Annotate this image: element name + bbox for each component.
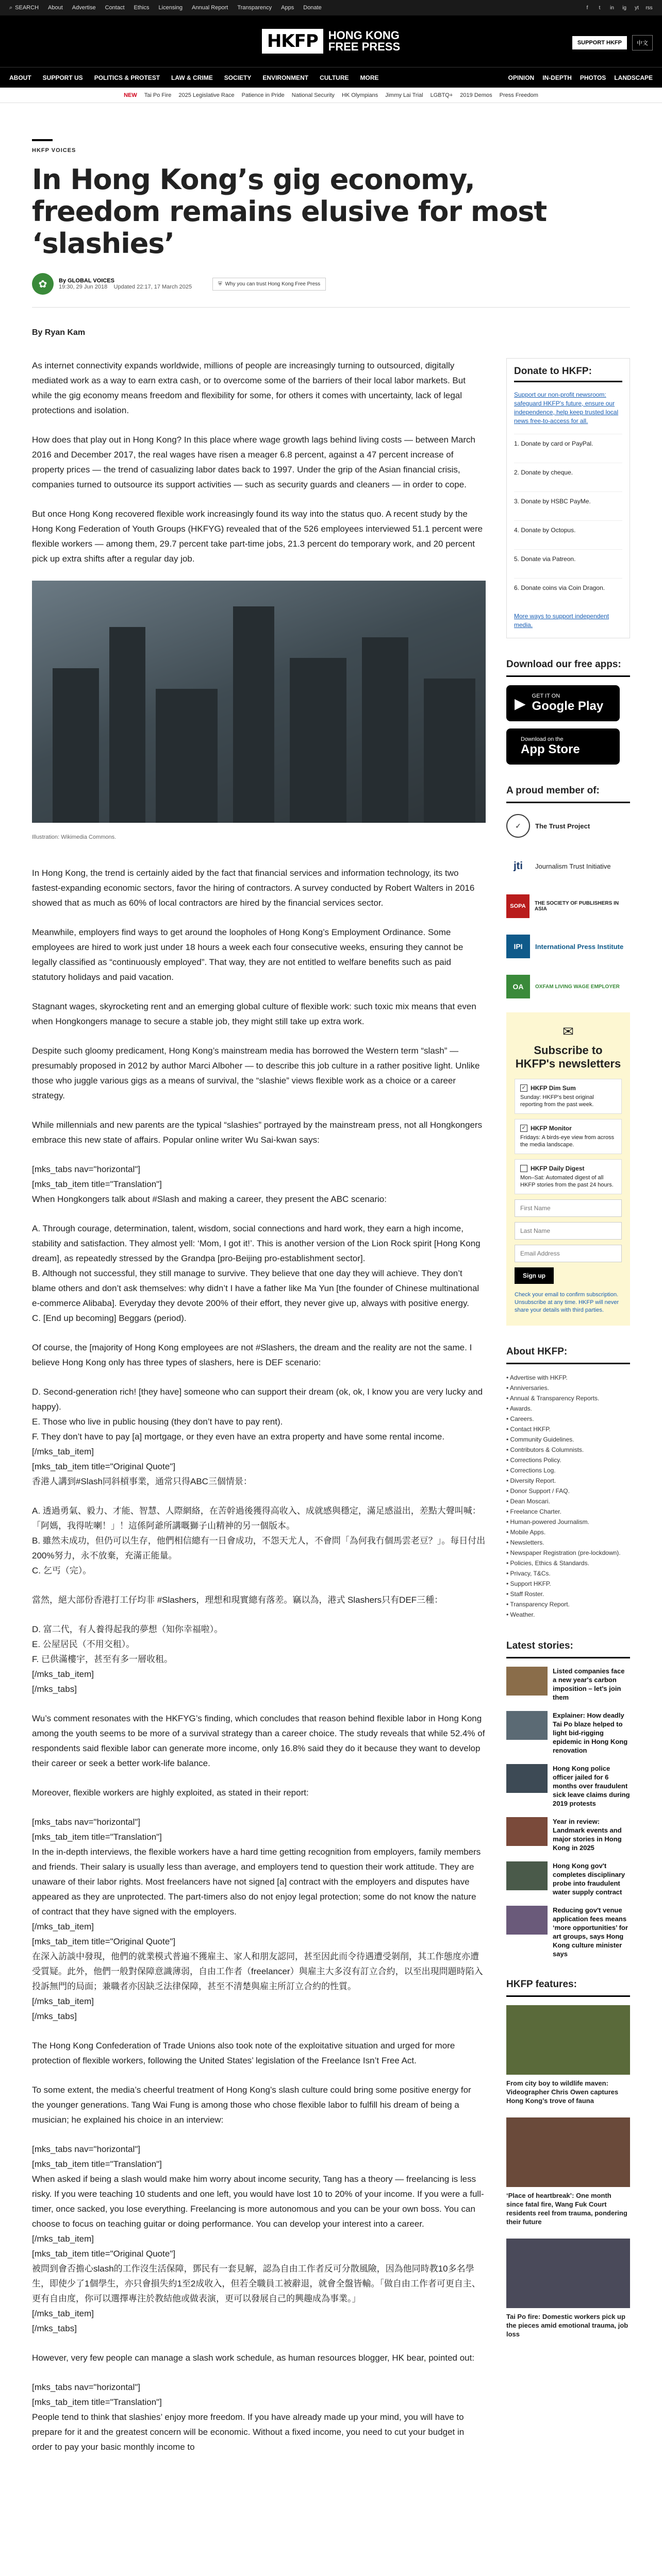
trust-project-icon: ✓ [506, 814, 530, 838]
content-columns [32, 358, 630, 2469]
latest-widget [506, 1640, 630, 1958]
donate-option-octopus[interactable]: 4. Donate by Octopus. [514, 520, 622, 549]
jti-icon: jti [514, 860, 523, 872]
story-thumbnail[interactable] [506, 1764, 548, 1793]
article-paragraph: But once Hong Kong recovered flexible work increasingly found its way into the status quo. A recent study by the Hong Kong Federation of Youth Groups (HKFYG) revealed that of the 526 employees interviewed 51.1 percent were flexible workers — among them, 29.7 percent take part-time jobs, 21.3 percent do temporary work, and 20 percent pick up extra shifts after a regular day job. [32, 509, 483, 564]
story-thumbnail[interactable] [506, 1711, 548, 1740]
article-body [32, 358, 486, 2469]
article-paragraph: A. Through courage, determination, talent, wisdom, social connections and hard work, they earn a high income, stability and satisfaction. They almost yell: ‘Mom, I got it!’. This is another version of the Lion Rock spirit [Hong Kong dream], as repeatedly stressed by the Grandpa [pro-Beijing pro-establishment sector]. B. Although not successful, they still manage to survive. They believe that one day they will achieve. They don’t blame others and don’t ask themselves: why didn’t I have a father like Ma Yun [the founder of Chinese multinational e-commerce Alibaba]. Everyday they devote 200% of their effort, they never give up, always with positive energy. C. [End up becoming] Beggars (period). [32, 1224, 481, 1323]
sopa-icon: SOPA [506, 894, 529, 918]
about-link[interactable]: • Donor Support / FAQ. [506, 1487, 570, 1495]
article-paragraph: [mks_tabs nav="horizontal"] [mks_tab_item title="Translation"] When asked if being a slash would make him worry about income security, Tang has a theory — freelancing is less risky. If you were teaching 10 students and one left, you would have lost 10 to 20% of your income. If you were a full-timer, once sacked, you lose everything. Freelancing is more autonomous and you can be your own boss. You can choose to focus on teaching guitar or doing performance. You can develop your interest into a career. [/mks_tab_item] [mks_tab_item title="Original Quote"] 被問到會否擔心slash的工作沒生活保障，鄧民有一套見解，認為自由工作者反可分散風險，因為他同時教10多名學生，即使少了1個學生，亦只會損失約1至2成收入，但若全職員工被辭退，就會全盤皆輸。「做自由工作者可更自主、更有自由度，你可以選擇專注於教結他或做表演，更可以發展自己的興趣成為事業。」 [/mks_tab_item] [/mks_tabs] [32, 2144, 484, 2333]
latest-list [506, 1667, 630, 1958]
utility-link-ethics[interactable]: Ethics [134, 5, 150, 11]
site-logo[interactable] [262, 29, 400, 54]
main-nav [0, 67, 662, 88]
ticker-item[interactable]: Jimmy Lai Trial [385, 92, 423, 98]
article-paragraph: [mks_tabs nav="horizontal"] [mks_tab_item title="Translation"] People tend to think that slashies’ enjoy more freedom. If you have already made up your mind, you will have to prepare for it and the greatest concern will be economic. Without a fixed income, you need to cut your budget in order to pay your basic monthly income to [32, 2382, 465, 2452]
youtube-icon[interactable]: yt [635, 5, 639, 11]
nav-politics[interactable]: POLITICS & PROTEST [94, 74, 160, 81]
shield-icon: ⛨ [218, 281, 222, 287]
ticker-item[interactable]: National Security [291, 92, 335, 98]
latest-story[interactable] [506, 1764, 630, 1808]
nav-more[interactable]: MORE [360, 74, 379, 81]
article-paragraph: While millennials and new parents are the typical “slashies” portrayed by the mainstream press, not all Hongkongers embrace this new state of affairs. Popular online writer Wu Sai-kwan says: [32, 1120, 483, 1145]
donate-option-patreon[interactable]: 5. Donate via Patreon. [514, 549, 622, 578]
ipi-icon: IPI [506, 935, 530, 958]
trust-button[interactable] [212, 278, 326, 291]
about-link[interactable]: • Freelance Charter. [506, 1508, 561, 1515]
last-name-field[interactable] [515, 1222, 622, 1240]
article-paragraph: Wu’s comment resonates with the HKFYG’s finding, which concludes that reason behind flexible labor in Hong Kong among the youth seems to be more of a survival strategy than a career choice. The study reveals that while 52.4% of respondents said flexible labor can generate more income, only 16.8% said they do it because they want to develop their career or seek a better work-life balance. [32, 1714, 485, 1768]
feature-title[interactable]: ‘Place of heartbreak’: One month since fatal fire, Wang Fuk Court residents reel from trauma, pondering their future [506, 2192, 627, 2226]
utility-link-contact[interactable]: Contact [105, 5, 125, 11]
about-link[interactable]: • Human-powered Journalism. [506, 1518, 589, 1526]
ticker-item[interactable]: LGBTQ+ [430, 92, 453, 98]
story-title[interactable]: Hong Kong police officer jailed for 6 months over fraudulent sick leave claims during 2019 protests [553, 1765, 630, 1807]
newsletter-option-monitor[interactable]: ✓ HKFP Monitor Fridays: A birds-eye view from across the media landscape. [515, 1119, 622, 1154]
linkedin-icon[interactable]: in [610, 5, 614, 11]
donate-widget [506, 358, 630, 638]
feature-title[interactable]: Tai Po fire: Domestic workers pick up the pieces amid emotional trauma, job loss [506, 2313, 628, 2338]
ticker-item[interactable]: Patience in Pride [241, 92, 285, 98]
newsletter-option-dim-sum[interactable]: ✓ HKFP Dim Sum Sunday: HKFP's best original reporting from the past week. [515, 1079, 622, 1114]
latest-story[interactable] [506, 1667, 630, 1702]
article-illustration [32, 581, 486, 823]
nav-support-us[interactable]: SUPPORT US [42, 74, 83, 81]
newsletter-option-daily-digest[interactable]: HKFP Daily Digest Mon–Sat: Automated digest of all HKFP stories from the past 24 hours. [515, 1159, 622, 1194]
about-list [506, 1372, 630, 1620]
utility-link-apps[interactable]: Apps [281, 5, 294, 11]
member-ipi[interactable]: IPI International Press Institute [506, 932, 630, 961]
member-oxfam[interactable]: OA OXFAM LIVING WAGE EMPLOYER [506, 972, 630, 1001]
article-paragraph: Despite such gloomy predicament, Hong Kong’s mainstream media has borrowed the Western term “slash” — presumably proposed in 2012 by author Marci Alboher — to describe this job culture in a rather positive light. Unlike those who juggle various gigs as a means of survival, the “slashie” views flexible work as a choice or a career strategy. [32, 1046, 480, 1100]
about-link[interactable]: • Newsletters. [506, 1539, 544, 1546]
ticker-item[interactable]: 2025 Legislative Race [178, 92, 235, 98]
utility-link-licensing[interactable]: Licensing [158, 5, 183, 11]
latest-story[interactable] [506, 1817, 630, 1852]
utility-search[interactable] [9, 5, 39, 11]
utility-link-donate[interactable]: Donate [303, 5, 322, 11]
utility-link-transparency[interactable]: Transparency [237, 5, 272, 11]
about-link[interactable]: • Privacy, T&Cs. [506, 1570, 551, 1577]
about-widget [506, 1346, 630, 1620]
checkbox-checked-icon[interactable]: ✓ [520, 1125, 527, 1132]
members-widget [506, 785, 630, 1001]
utility-search-label: SEARCH [15, 5, 39, 11]
newsletter-title: Subscribe to HKFP's newsletters [515, 1044, 621, 1070]
story-title[interactable]: Hong Kong gov't completes disciplinary probe into fraudulent water supply contract [553, 1862, 625, 1896]
about-link[interactable]: • Advertise with HKFP. [506, 1374, 568, 1381]
rss-icon[interactable]: rss [646, 5, 653, 11]
about-link[interactable]: • Anniversaries. [506, 1384, 549, 1392]
donate-more-link[interactable]: More ways to support independent media. [514, 613, 609, 629]
ticker-new-tag: NEW [124, 92, 137, 98]
donate-option-cheque[interactable]: 2. Donate by cheque. [514, 463, 622, 492]
article-paragraph: [mks_tabs nav="horizontal"] [mks_tab_item title="Translation"] In the in-depth interviews, the flexible workers have a hard time getting recognition from employers, family members and friends. Their salary is usually less than average, and employers tend to question their work attitude. They are unaware of their labor rights. Most freelancers have not signed [a] contract with the employers and disputes have appeared as they are unprotected. The part-timers also do not enjoy legal protection; some do not know the nature of contract that they have signed with the employers. [/mks_tab_item] [mks_tab_item title="Original Quote"] 在深入訪談中發現，他們的就業模式普遍不獲雇主、家人和朋友認同，甚至因此而令待遇遭受剝削，其工作態度亦遭受質疑。此外，他們一般對保障意識薄弱，自由工作者（freelancer）與雇主大多沒有訂立合約，以至出現問題時陷入投訴無門的局面；兼職者亦因缺乏法律保障，甚至不清楚與雇主所訂立合約的性質。 [/mks_tab_item] [/mks_tabs] [32, 1817, 483, 2021]
feature-story[interactable] [506, 2005, 630, 2105]
story-thumbnail[interactable] [506, 1667, 548, 1696]
facebook-icon[interactable]: f [586, 5, 588, 11]
story-thumbnail[interactable] [506, 1817, 548, 1846]
utility-link-advertise[interactable]: Advertise [72, 5, 96, 11]
twitter-icon[interactable]: t [599, 5, 601, 11]
ticker-item[interactable]: HK Olympians [341, 92, 378, 98]
checkbox-checked-icon[interactable]: ✓ [520, 1084, 527, 1092]
about-link[interactable]: • Support HKFP. [506, 1580, 551, 1587]
sidebar [506, 358, 630, 2469]
feature-story[interactable] [506, 2117, 630, 2226]
instagram-icon[interactable]: ig [622, 5, 626, 11]
utility-link-about[interactable]: About [48, 5, 63, 11]
article-paragraph: Moreover, flexible workers are highly exploited, as stated in their report: [32, 1788, 309, 1798]
divider [32, 307, 630, 308]
article-paragraph: A. 透過勇氣、毅力、才能、智慧、人際網絡，在苦幹過後獲得高收入、成就感與穩定，滿足感溢出，差點大聲叫喊：「阿媽，我得咗喇！」！這係阿爺所講嘅獅子山精神的另一個版本。 B. 雖然未成功，但仍可以生存，他們相信總有一日會成功，不怨天尤人，不會問「為何我冇個馬雲老豆？」。每日付出200%努力，永不放棄，充滿正能量。 C. 乞丐（完）。 [32, 1506, 486, 1575]
about-link[interactable]: • Community Guidelines. [506, 1436, 574, 1443]
email-field[interactable] [515, 1245, 622, 1262]
story-title[interactable]: Reducing gov't venue application fees means ‘more opportunities’ for art groups, says Hong Kong culture minister says [553, 1906, 628, 1958]
article-paragraph: 當然，絕大部份香港打工仔均非 #Slashers，理想和現實總有落差。竊以為，港式 Slashers只有DEF三種： [32, 1595, 443, 1605]
article-paragraph: How does that play out in Hong Kong? In this place where wage growth lags behind living costs — between March 2016 and December 2017, the real wages have risen a meager 6.8 percent, against a 47 percent increase of property prices — the trend of casualizing labor dates back to 1997. Under the grip of the Asian financial crisis, companies turned to outsource its support activities — such as security guards and cleaners — in order to cope. [32, 435, 475, 489]
about-link[interactable]: • Corrections Policy. [506, 1456, 561, 1464]
article-paragraph: Meanwhile, employers find ways to get around the loopholes of Hong Kong’s Employment Ordinance. Some employees are hired to work just under 18 hours a week each four consecutive weeks, ensuring they cannot be legally classified as “continuously employed”. That way, they are not entitled to welfare benefits such as paid statutory holidays and paid vacation. [32, 927, 464, 982]
byline-date: 19:30, 29 Jun 2018 [59, 284, 108, 290]
nav-environment[interactable]: ENVIRONMENT [262, 74, 309, 81]
features-widget [506, 1979, 630, 2338]
latest-story[interactable] [506, 1711, 630, 1755]
donate-option-coin[interactable]: 6. Donate coins via Coin Dragon. [514, 578, 622, 607]
feature-thumbnail[interactable] [506, 2005, 630, 2075]
story-title[interactable]: Listed companies face a new year's carbon imposition – let's join them [553, 1667, 625, 1701]
article-headline: In Hong Kong’s gig economy, freedom remains elusive for most ‘slashies’ [32, 163, 547, 260]
logo-line-1: HONG KONG [328, 29, 400, 42]
article-paragraph: D. 富二代，有人養得起我的夢想（知你幸福啦）。 E. 公屋居民（不用交租）。 F. 已供滿樓宇，甚至有多一層收租。 [/mks_tab_item] [/mks_tabs] [32, 1624, 223, 1694]
ticker-item[interactable]: 2019 Demos [460, 92, 492, 98]
oxfam-icon: OA [506, 975, 530, 998]
feature-thumbnail[interactable] [506, 2117, 630, 2187]
utility-bar [0, 0, 662, 15]
donate-heading: Donate to HKFP: [514, 367, 622, 382]
logo-mark: HKFP [262, 29, 323, 54]
about-link[interactable]: • Transparency Report. [506, 1601, 570, 1608]
feature-thumbnail[interactable] [506, 2239, 630, 2308]
image-caption: Illustration: Wikimedia Commons. [32, 834, 117, 840]
about-link[interactable]: • Contact HKFP. [506, 1426, 551, 1433]
nav-in-depth[interactable]: IN-DEPTH [542, 74, 572, 81]
checkbox-unchecked-icon[interactable] [520, 1165, 527, 1172]
article-kicker[interactable]: HKFP VOICES [32, 147, 76, 154]
article-paragraph: The Hong Kong Confederation of Trade Unions also took note of the exploitative situation and urged for more protection of flexible workers, following the United States’ legislation of the Freelance Isn’t Free Act. [32, 2041, 455, 2065]
google-play-badge[interactable]: ▶ GET IT ON Google Play [506, 685, 620, 721]
search-icon: ⌕ [9, 4, 13, 11]
social-links [584, 4, 653, 11]
article-paragraph: [mks_tabs nav="horizontal"] [mks_tab_item title="Translation"] When Hongkongers talk about #Slash and making a career, they present the ABC scenario: [32, 1164, 387, 1204]
nav-law-crime[interactable]: LAW & CRIME [171, 74, 213, 81]
apps-heading: Download our free apps: [506, 659, 630, 677]
article-paragraph: Of course, the [majority of Hong Kong employees are not #Slashers, the dream and the reality are not the same. I believe Hong Kong only has three types of slashers, here is DEF scenario: [32, 1343, 472, 1367]
nav-culture[interactable]: CULTURE [320, 74, 349, 81]
ticker-item[interactable]: Press Freedom [499, 92, 538, 98]
about-link[interactable]: • Policies, Ethics & Standards. [506, 1560, 589, 1567]
topic-ticker [0, 88, 662, 103]
about-link[interactable]: • Newspaper Registration (pre-lockdown). [506, 1549, 621, 1556]
latest-story[interactable] [506, 1906, 630, 1958]
newsletter-widget [506, 1012, 630, 1326]
about-link[interactable]: • Contributors & Columnists. [506, 1446, 584, 1453]
about-link[interactable]: • Dean Moscari. [506, 1498, 550, 1505]
story-thumbnail[interactable] [506, 1906, 548, 1935]
newsletter-signup-button[interactable]: Sign up [515, 1267, 554, 1284]
story-title[interactable]: Year in review: Landmark events and major stories in Hong Kong in 2025 [553, 1818, 622, 1852]
language-button[interactable]: 中文 [632, 35, 653, 50]
article-author: By Ryan Kam [32, 328, 86, 337]
nav-about[interactable]: ABOUT [9, 74, 31, 81]
latest-story[interactable] [506, 1861, 630, 1896]
nav-society[interactable]: SOCIETY [224, 74, 252, 81]
features-heading: HKFP features: [506, 1979, 630, 1997]
play-icon: ▶ [515, 695, 526, 711]
members-heading: A proud member of: [506, 785, 630, 803]
article-paragraph: To some extent, the media’s cheerful treatment of Hong Kong’s slash culture could bring some positive energy for the younger generations. Tang Wai Fung is among those who chose flexible labor to fulfill his dream of being a musician; he explained his choice in an interview: [32, 2085, 471, 2125]
kicker-bar [32, 139, 53, 141]
about-link[interactable]: • Careers. [506, 1415, 534, 1422]
article-paragraph: However, very few people can manage a slash work schedule, as human resources blogger, HK bear, pointed out: [32, 2353, 475, 2363]
nav-photos[interactable]: PHOTOS [580, 74, 606, 81]
page-container [32, 139, 630, 2469]
logo-line-2: FREE PRESS [328, 40, 401, 53]
ticker-item[interactable]: Tai Po Fire [144, 92, 172, 98]
donate-option-card[interactable]: 1. Donate by card or PayPal. [514, 434, 622, 463]
utility-link-annual-report[interactable]: Annual Report [192, 5, 228, 11]
app-store-badge[interactable]: Download on the App Store [506, 728, 620, 765]
byline [32, 273, 630, 295]
member-trust-project[interactable]: ✓ The Trust Project [506, 811, 630, 840]
story-thumbnail[interactable] [506, 1861, 548, 1890]
first-name-field[interactable] [515, 1199, 622, 1217]
member-sopa[interactable]: SOPA THE SOCIETY OF PUBLISHERS IN ASIA [506, 892, 630, 921]
trust-label: Why you can trust Hong Kong Free Press [225, 281, 321, 287]
about-link[interactable]: • Weather. [506, 1611, 535, 1618]
mail-icon: ✉ [562, 1024, 574, 1039]
byline-updated: Updated 22:17, 17 March 2025 [113, 284, 192, 290]
about-link[interactable]: • Staff Roster. [506, 1590, 544, 1598]
feature-title[interactable]: From city boy to wildlife maven: Videographer Chris Owen captures Hong Kong’s trove of fauna [506, 2079, 619, 2105]
about-heading: About HKFP: [506, 1346, 630, 1364]
story-title[interactable]: Explainer: How deadly Tai Po blaze helped to light bid-rigging epidemic in Hong Kong renovation [553, 1711, 628, 1754]
about-link[interactable]: • Awards. [506, 1405, 533, 1412]
about-link[interactable]: • Mobile Apps. [506, 1529, 546, 1536]
article-paragraph: D. Second-generation rich! [they have] someone who can support their dream (ok, ok, I know you are very lucky and happy). E. Those who live in public housing (they don’t have to pay rent). F. They don’t have to pay [a] mortgage, or they even have an extra property and have some rental income. [/mks_tab_item] [mks_tab_item title="Original Quote"] 香港人講到#Slash同斜槓事業，通常只得ABC三個情景： [32, 1387, 483, 1486]
apps-widget [506, 659, 630, 765]
newsletter-footnote: Check your email to confirm subscription. Unsubscribe at any time. HKFP will never share your details with third parties. [515, 1292, 619, 1313]
about-link[interactable]: • Corrections Log. [506, 1467, 556, 1474]
nav-opinion[interactable]: OPINION [508, 74, 535, 81]
latest-heading: Latest stories: [506, 1640, 630, 1658]
features-list [506, 2005, 630, 2338]
article-paragraph: Stagnant wages, skyrocketing rent and an emerging global culture of flexible work: such toxic mix means that even when Hongkongers manage to secure a stable job, they might still take up extra work. [32, 1002, 476, 1026]
byline-author[interactable]: By GLOBAL VOICES [59, 278, 114, 284]
author-avatar: ✿ [32, 273, 54, 295]
feature-story[interactable] [506, 2239, 630, 2338]
article-paragraph: As internet connectivity expands worldwide, millions of people are increasingly turning to outsourced, digitally mediated work as a way to earn extra cash, or to overcome some of the barriers of their local labor markets. But while the gig economy means freedom and flexibility for some, for others it comes with uncertainty, lack of legal protections and isolation. [32, 361, 466, 415]
nav-landscape[interactable]: LANDSCAPE [614, 74, 653, 81]
donate-option-payme[interactable]: 3. Donate by HSBC PayMe. [514, 492, 622, 520]
member-jti[interactable]: jti Journalism Trust Initiative [506, 852, 630, 880]
article-paragraph: In Hong Kong, the trend is certainly aided by the fact that financial services and information technology, its two fastest-expanding economic sectors, favor the hiring of contractors. A survey conducted by Robert Walters in 2016 showed that as much as 60% of local contractors are hired by the financial services sector. [32, 868, 475, 908]
donate-text[interactable]: Support our non-profit newsroom: safeguard HKFP's future, ensure our independence, help keep trusted local news free-to-access for all. [514, 391, 619, 425]
masthead [0, 15, 662, 67]
support-hkfp-button[interactable]: SUPPORT HKFP [572, 36, 627, 49]
about-link[interactable]: • Annual & Transparency Reports. [506, 1395, 600, 1402]
about-link[interactable]: • Diversity Report. [506, 1477, 556, 1484]
